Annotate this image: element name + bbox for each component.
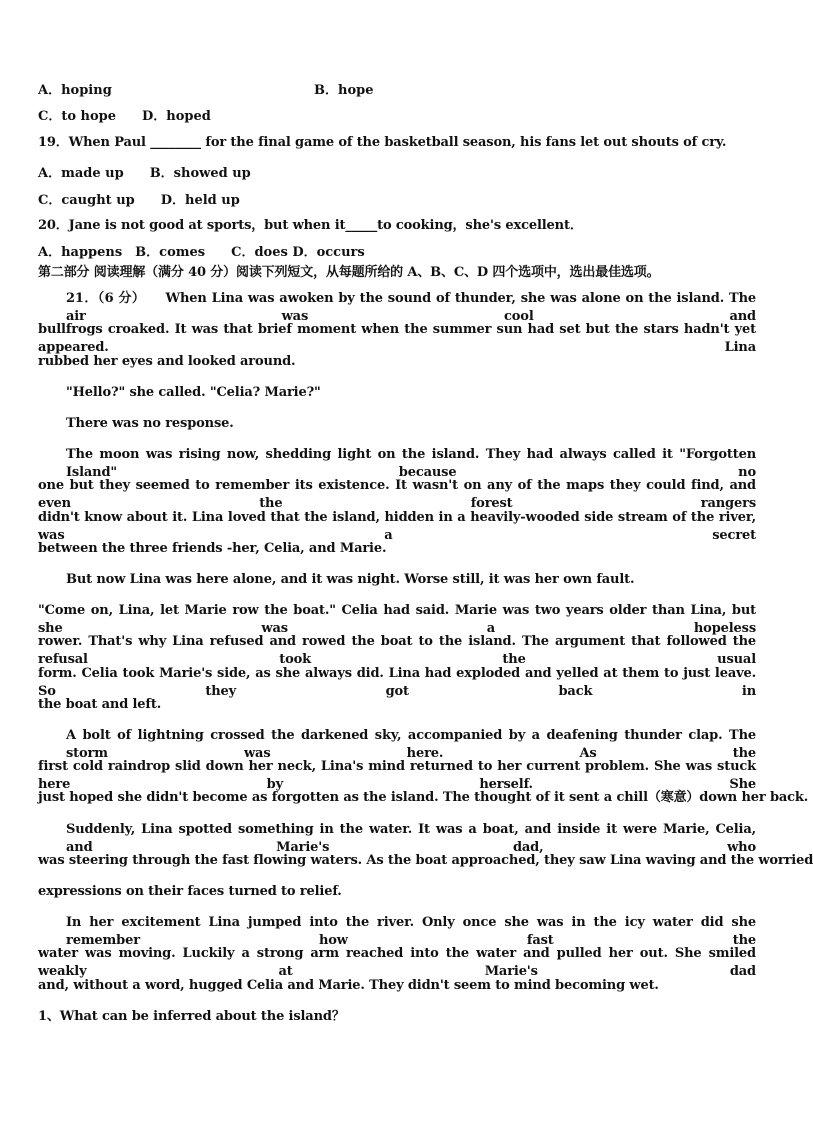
passage-line: In her excitement Lina jumped into the river. Only once she was in the icy water did she remember how fast the	[66, 915, 756, 948]
passage-line: "Hello?" she called. "Celia? Marie?"	[66, 385, 321, 400]
passage-line: just hoped she didn't become as forgotten as the island. The thought of it sent a chill（寒意）down her back.	[38, 790, 809, 805]
passage-line: bullfrogs croaked. It was that brief moment when the summer sun had set but the stars hadn't yet appeared. Lina	[38, 322, 756, 355]
passage-line: "Come on, Lina, let Marie row the boat." Celia had said. Marie was two years older than Lina, but she was a hopeless	[38, 603, 756, 636]
passage-line: Suddenly, Lina spotted something in the water. It was a boat, and inside it were Marie, Celia, and Marie's dad, who	[66, 822, 756, 855]
q19-stem: 19．When Paul ________ for the final game of the basketball season, his fans let out shouts of cry.	[38, 135, 727, 150]
passage-line: water was moving. Luckily a strong arm reached into the water and pulled her out. She smiled weakly at Marie's dad	[38, 946, 756, 979]
q18-option-a: A．hoping	[38, 83, 112, 98]
passage-line: A bolt of lightning crossed the darkened sky, accompanied by a deafening thunder clap. The storm was here. As the	[66, 728, 756, 761]
passage-line: 21．（6 分） When Lina was awoken by the sound of thunder, she was alone on the island. The air was cool and	[66, 291, 756, 324]
q20-options: A．happens B．comes C．does D．occurs	[38, 245, 365, 260]
passage-line: between the three friends -her, Celia, and Marie.	[38, 541, 387, 556]
passage-line: rower. That's why Lina refused and rowed the boat to the island. The argument that followed the refusal took the usual	[38, 634, 756, 667]
passage-line: form. Celia took Marie's side, as she always did. Lina had exploded and yelled at them to just leave. So they got back in	[38, 666, 756, 699]
passage-line: one but they seemed to remember its existence. It wasn't on any of the maps they could find, and even the forest rangers	[38, 478, 756, 511]
q18-option-b: B．hope	[314, 83, 374, 98]
passage-line: rubbed her eyes and looked around.	[38, 354, 296, 369]
passage-line: didn't know about it. Lina loved that the island, hidden in a heavily-wooded side stream of the river, was a secret	[38, 510, 756, 543]
passage-line: The moon was rising now, shedding light on the island. They had always called it "Forgotten Island" because no	[66, 447, 756, 480]
section-2-heading: 第二部分 阅读理解（满分 40 分）阅读下列短文，从每题所给的 A、B、C、D 四个选项中，选出最佳选项。	[38, 265, 660, 280]
q19-options-a-b: A．made up B．showed up	[38, 166, 251, 181]
q20-stem: 20．Jane is not good at sports，but when it_____to cooking，she's excellent．	[38, 218, 583, 233]
q19-options-c-d: C．caught up D．held up	[38, 193, 240, 208]
passage-line: first cold raindrop slid down her neck, Lina's mind returned to her current problem. She was stuck here by herself. She	[38, 759, 756, 792]
passage-line: expressions on their faces turned to relief.	[38, 884, 342, 899]
passage-line: and, without a word, hugged Celia and Marie. They didn't seem to mind becoming wet.	[38, 978, 659, 993]
sub-question-1: 1、What can be inferred about the island？	[38, 1009, 345, 1024]
q18-options-c-d: C．to hope D．hoped	[38, 109, 211, 124]
passage-line: But now Lina was here alone, and it was night. Worse still, it was her own fault.	[66, 572, 635, 587]
passage-line: was steering through the fast flowing waters. As the boat approached, they saw Lina waving and the worried	[38, 853, 813, 868]
passage-line: the boat and left.	[38, 697, 162, 712]
passage-line: There was no response.	[66, 416, 234, 431]
